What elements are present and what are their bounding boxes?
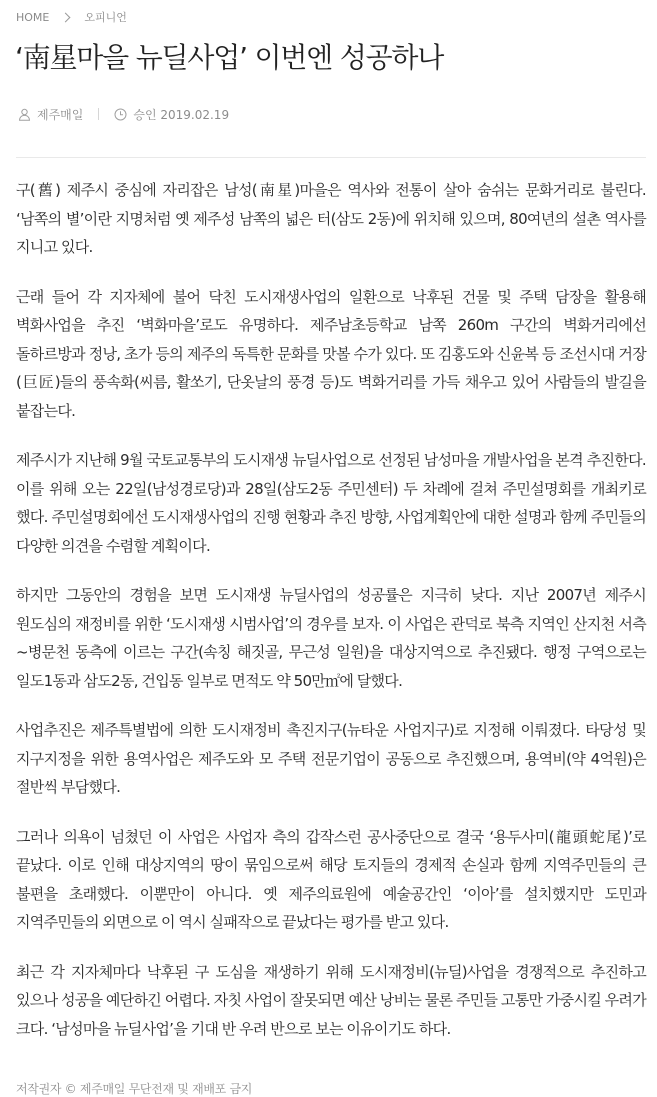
copyright-notice: 저작권자 © 제주매일 무단전재 및 재배포 금지 <box>16 1082 253 1096</box>
article-paragraph: 구(舊) 제주시 중심에 자리잡은 남성(南星)마을은 역사와 전통이 살아 숨쉬는 문화거리로 불린다. ‘남쪽의 별’이란 지명처럼 옛 제주성 남쪽의 넓은 터(삼도 2동)에 위치해 있으며, 80여년의 설촌 역사를 지니고 있다. <box>16 181 646 256</box>
chevron-right-icon <box>61 12 71 22</box>
header-divider <box>16 157 646 158</box>
article-paragraph: 제주시가 지난해 9월 국토교통부의 도시재생 뉴딜사업으로 선정된 남성마을 개발사업을 본격 추진한다. 이를 위해 오는 22일(남성경로당)과 28일(삼도2동 주민센터) 두 차례에 걸쳐 주민설명회를 개최키로 했다. 주민설명회에선 도시재생사업의 진행 현황과 추진 방향, 사업계획안에 대한 설명과 함께 주민들의 다양한 의견을 수렴할 계획이다. <box>16 451 646 555</box>
article-author: 제주매일 <box>37 107 84 122</box>
article-paragraph: 근래 들어 각 지자체에 불어 닥친 도시재생사업의 일환으로 낙후된 건물 및 주택 담장을 활용해 벽화사업을 추진 ‘벽화마을’로도 유명하다. 제주남초등학교 남쪽 260m 구간의 벽화거리에선 돌하르방과 정낭, 초가 등의 제주의 독특한 문화를 맛볼 수가 있다. 또 김홍도와 신윤복 등 조선시대 거장(巨匠)들의 풍속화(씨름, 활쏘기, 단옷날의 풍경 등)도 벽화거리를 가득 채우고 있어 사람들의 발길을 붙잡는다. <box>16 287 646 420</box>
article-body <box>16 176 646 1064</box>
article-paragraph: 하지만 그동안의 경험을 보면 도시재생 뉴딜사업의 성공률은 지극히 낮다. 지난 2007년 제주시 원도심의 재정비를 위한 ‘도시재생 시범사업’의 경우를 보자. 이 사업은 관덕로 북측 지역인 산지천 서측~병문천 동측에 이르는 구간(속칭 해짓골, 무근성 일원)을 대상지역으로 추진됐다. 행정 구역으로는 일도1동과 삼도2동, 건입동 일부로 면적도 약 50만㎡에 달했다. <box>16 586 646 690</box>
article-meta <box>17 104 229 124</box>
breadcrumb <box>16 8 127 26</box>
article-paragraph: 사업추진은 제주특별법에 의한 도시재정비 촉진지구(뉴타운 사업지구)로 지정해 이뤄졌다. 타당성 및 지구지정을 위한 용역사업은 제주도와 모 주택 전문기업이 공동으로 추진했으며, 용역비(약 4억원)은 절반씩 부담했다. <box>16 721 646 796</box>
article-title: ‘南星마을 뉴딜사업’ 이번엔 성공하나 <box>15 41 444 74</box>
article-approved-date: 승인 2019.02.19 <box>133 107 230 122</box>
meta-divider <box>98 108 99 120</box>
article-paragraph: 최근 각 지자체마다 낙후된 구 도심을 재생하기 위해 도시재정비(뉴딜)사업을 경쟁적으로 추진하고 있으나 성공을 예단하긴 어렵다. 자칫 사업이 잘못되면 예산 낭비는 물론 주민들 고통만 가중시킬 우려가 크다. ‘남성마을 뉴딜사업’을 기대 반 우려 반으로 보는 이유이기도 하다. <box>16 962 646 1038</box>
person-icon <box>17 107 31 121</box>
clock-icon <box>113 107 127 121</box>
article-paragraph: 그러나 의욕이 넘쳤던 이 사업은 사업자 측의 갑작스런 공사중단으로 결국 ‘용두사미(龍頭蛇尾)’로 끝났다. 이로 인해 대상지역의 땅이 묶임으로써 해당 토지들의 경제적 손실과 함께 지역주민들의 큰 불편을 초래했다. 이뿐만이 아니다. 옛 제주의료원에 예술공간인 ‘이아’를 설치했지만 도민과 지역주민들의 외면으로 이 역시 실패작으로 끝났다는 평가를 받고 있다. <box>16 827 646 931</box>
breadcrumb-home-link[interactable]: HOME <box>16 10 50 24</box>
breadcrumb-section-link[interactable]: 오피니언 <box>84 11 127 24</box>
